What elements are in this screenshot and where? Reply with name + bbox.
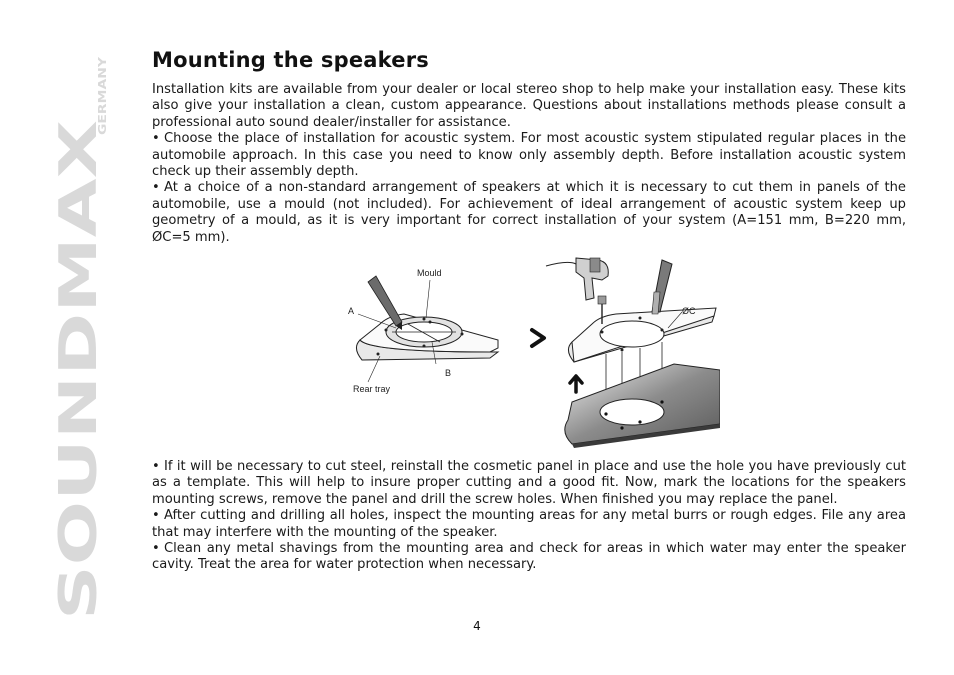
page-title: Mounting the speakers	[152, 48, 429, 72]
bullet-marker: •	[152, 459, 160, 474]
bullet-item	[152, 508, 906, 541]
intro-paragraph: Installation kits are available from your dealer or local stereo shop to help make your installation easy. These kits also give your installation a clean, custom appearance. Questions about installations methods please consult a professional auto sound dealer/installer for assistance.	[152, 82, 906, 130]
label-rear-tray: Rear tray	[353, 384, 391, 394]
bullet-text: Clean any metal shavings from the mounting area and check for areas in which water may enter the speaker cavity. Treat the area for water protection when necessary.	[152, 541, 906, 573]
arrow-up-icon	[570, 376, 582, 392]
bullet-text: If it will be necessary to cut steel, reinstall the cosmetic panel in place and use the hole you have previously cut as a template. This will help to insure proper cutting and a good fit. Now, mark the locations for the speakers mounting screws, remove the panel and drill the screw holes. When finished you may replace the panel.	[152, 459, 906, 507]
brand-name: SOUNDMAX	[49, 277, 109, 620]
bullet-text: At a choice of a non-standard arrangement of speakers at which it is necessary to cut them in panels of the automobile, use a mould (not included). For achievement of ideal arrangement of acoustic system keep up geometry of a mould, as it is very important for correct installation of your system (A=151 mm, B=220 mm, ØC=5 mm).	[152, 180, 906, 245]
bullet-marker: •	[152, 180, 160, 196]
drill-icon	[546, 258, 608, 324]
arrow-right-icon	[532, 330, 544, 346]
cut-hole	[600, 321, 664, 347]
page-number: 4	[473, 619, 481, 633]
bullet-item	[152, 180, 906, 246]
instructions-section	[152, 459, 906, 574]
brand-logo	[42, 55, 112, 620]
installation-diagram	[340, 252, 720, 452]
bullet-marker: •	[152, 131, 160, 147]
intro-section	[152, 82, 906, 246]
bullet-text: After cutting and drilling all holes, inspect the mounting areas for any metal burrs or rough edges. File any area that may interfere with the mounting of the speaker.	[152, 508, 906, 540]
label-mould: Mould	[417, 268, 442, 278]
brand-logo-graphic	[42, 55, 112, 620]
bullet-item	[152, 541, 906, 574]
bullet-item	[152, 459, 906, 508]
bullet-text: Choose the place of installation for acoustic system. For most acoustic system stipulated regular places in the automobile approach. In this case you need to know only assembly depth. Before installation acoustic system check up their assembly depth.	[152, 131, 906, 180]
label-c: ØC	[682, 306, 696, 316]
brand-sub: GERMANY	[96, 73, 109, 135]
rear-tray-left	[356, 276, 498, 382]
label-b: B	[445, 368, 452, 378]
bullet-marker: •	[152, 508, 160, 524]
bullet-item	[152, 131, 906, 180]
steel-plate	[565, 364, 720, 448]
label-a: A	[348, 306, 355, 316]
knife-icon	[652, 260, 672, 314]
bullet-marker: •	[152, 541, 160, 557]
installation-illustration	[340, 252, 720, 452]
